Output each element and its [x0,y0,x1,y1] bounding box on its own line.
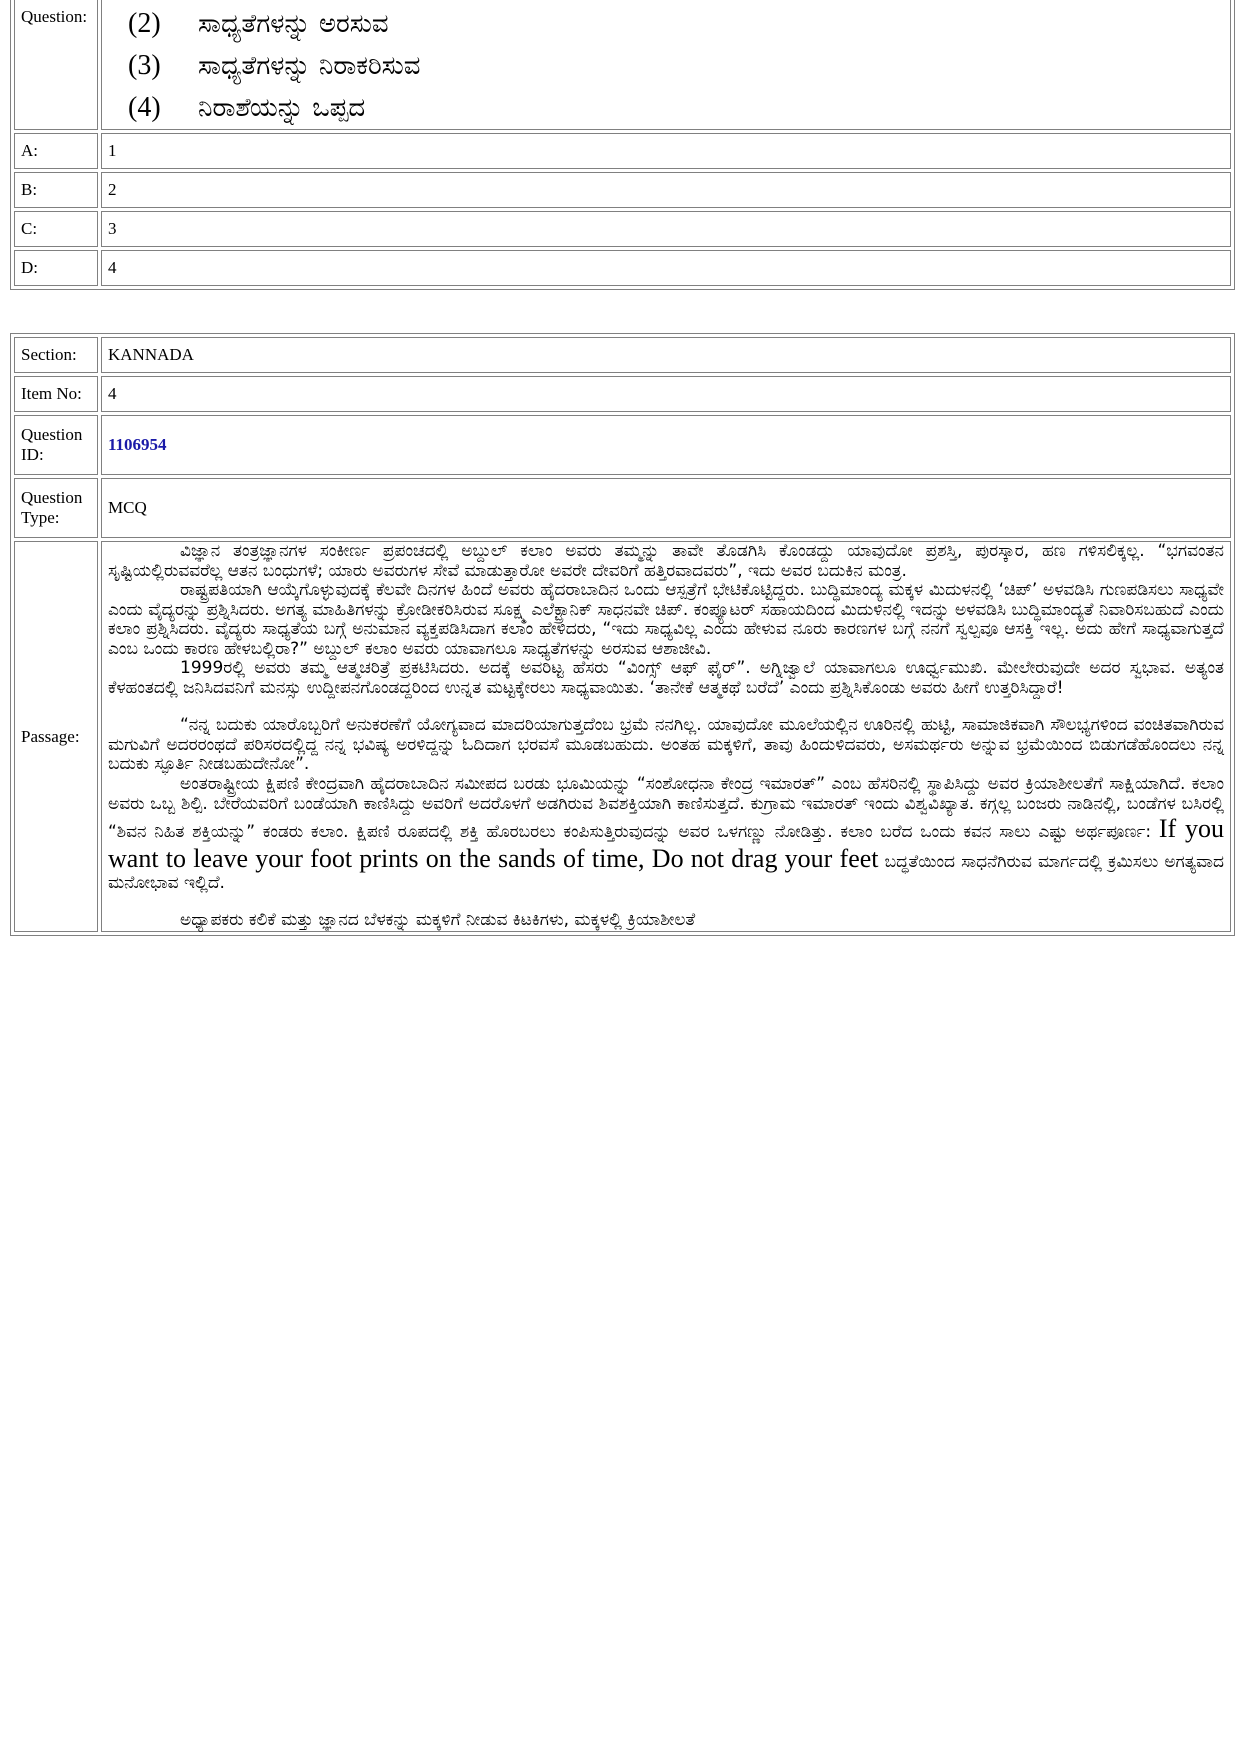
passage-paragraph-6: ಅಧ್ಯಾಪಕರು ಕಲಿಕೆ ಮತ್ತು ಜ್ಞಾನದ ಬೆಳಕನ್ನು ಮಕ್ಕಳಿಗೆ ನೀಡುವ ಕಿಟಕಿಗಳು, ಮಕ್ಕಳಲ್ಲಿ ಕ್ರಿಯಾಶೀಲತೆ [180,910,696,931]
answer-value-d: 4 [101,250,1231,286]
previous-question-table [10,0,1235,290]
question-id-label: Question ID: [14,415,98,475]
passage-paragraph-4: “ನನ್ನ ಬದುಕು ಯಾರೊಬ್ಬರಿಗೆ ಅನುಕರಣೆಗೆ ಯೋಗ್ಯವಾದ ಮಾದರಿಯಾಗುತ್ತದೆಂಬ ಭ್ರಮೆ ನನಗಿಲ್ಲ. ಯಾವುದೋ ಮೂಲೆಯಲ್ಲಿನ ಊರಿನಲ್ಲಿ ಹುಟ್ಟಿ, ಸಾಮಾಜಿಕವಾಗಿ ಸೌಲಭ್ಯಗಳಿಂದ ವಂಚಿತವಾಗಿರುವ ಮಗುವಿಗೆ ಅದರರಂಥದೆ ಪರಿಸರದಲ್ಲಿದ್ದ ನನ್ನ ಭವಿಷ್ಯ ಅರಳಿದ್ದನ್ನು ಓದಿದಾಗ ಭರವಸೆ ಮೂಡಬಹುದು. ಅಂತಹ ಮಕ್ಕಳಿಗೆ, ತಾವು ಹಿಂದುಳಿದವರು, ಅಸಮರ್ಥರು ಅನ್ನುವ ಭ್ರಮೆಯಿಂದ ಬಿಡುಗಡೆಹೊಂದಲು ನನ್ನ ಬದುಕು ಸ್ಫೂರ್ತಿ ನೀಡಬಹುದೇನೋ”. [108,715,1224,775]
answer-label-c: C: [14,211,98,247]
answer-value-b: 2 [101,172,1231,208]
item-no-value: 4 [101,376,1231,412]
answer-label-d: D: [14,250,98,286]
option-2: (2) ಸಾಧ್ಯತೆಗಳನ್ನು ಅರಸುವ [128,8,389,39]
question-id-value: 1106954 [101,415,1231,475]
option-4: (4) ನಿರಾಶೆಯನ್ನು ಒಪ್ಪದ [128,92,366,123]
passage-paragraph-1: ವಿಜ್ಞಾನ ತಂತ್ರಜ್ಞಾನಗಳ ಸಂಕೀರ್ಣ ಪ್ರಪಂಚದಲ್ಲಿ ಅಬ್ದುಲ್ ಕಲಾಂ ಅವರು ತಮ್ಮನ್ನು ತಾವೇ ತೊಡಗಿಸಿ ಕೊಂಡದ್ದು ಯಾವುದೋ ಪ್ರಶಸ್ತಿ, ಪುರಸ್ಕಾರ, ಹಣ ಗಳಿಸಲಿಕ್ಕಲ್ಲ. “ಭಗವಂತನ ಸೃಷ್ಟಿಯಲ್ಲಿರುವವರೆಲ್ಲ ಆತನ ಬಂಧುಗಳೆ; ಯಾರು ಅವರುಗಳ ಸೇವೆ ಮಾಡುತ್ತಾರೋ ಅವರೇ ದೇವರಿಗೆ ಹತ್ತಿರವಾದವರು”, ಇದು ಅವರ ಬದುಕಿನ ಮಂತ್ರ. [108,541,1224,581]
passage-text [101,541,1231,932]
question-type-label: Question Type: [14,478,98,538]
current-question-table [10,333,1235,936]
question-label: Question: [14,0,98,130]
section-value: KANNADA [101,337,1231,373]
passage-paragraph-3: 1999ರಲ್ಲಿ ಅವರು ತಮ್ಮ ಆತ್ಮಚರಿತ್ರೆ ಪ್ರಕಟಿಸಿದರು. ಅದಕ್ಕೆ ಅವರಿಟ್ಟ ಹೆಸರು “ವಿಂಗ್ಸ್ ಆಫ್ ಫೈರ್”. ಅಗ್ನಿಜ್ವಾಲೆ ಯಾವಾಗಲೂ ಊರ್ಧ್ವಮುಖಿ. ಮೇಲೇರುವುದೇ ಅದರ ಸ್ವಭಾವ. ಅತ್ಯಂತ ಕೆಳಹಂತದಲ್ಲಿ ಜನಿಸಿದವನಿಗೆ ಮನಸ್ಸು ಉದ್ದೀಪನಗೊಂಡದ್ದರಿಂದ ಉನ್ನತ ಮಟ್ಟಕ್ಕೇರಲು ಸಾಧ್ಯವಾಯಿತು. ‘ತಾನೇಕೆ ಆತ್ಮಕಥೆ ಬರೆದೆ’ ಎಂದು ಪ್ರಶ್ನಿಸಿಕೊಂಡು ಅವರು ಹೀಗೆ ಉತ್ತರಿಸಿದ್ದಾರೆ! [108,658,1224,698]
passage-paragraph-5: ಅಂತರಾಷ್ಟ್ರೀಯ ಕ್ಷಿಪಣಿ ಕೇಂದ್ರವಾಗಿ ಹೈದರಾಬಾದಿನ ಸಮೀಪದ ಬರಡು ಭೂಮಿಯನ್ನು “ಸಂಶೋಧನಾ ಕೇಂದ್ರ ಇಮಾರತ್” ಎಂಬ ಹೆಸರಿನಲ್ಲಿ ಸ್ಥಾಪಿಸಿದ್ದು ಅವರ ಕ್ರಿಯಾಶೀಲತೆಗೆ ಸಾಕ್ಷಿಯಾಗಿದೆ. ಕಲಾಂ ಅವರು ಒಬ್ಬ ಶಿಲ್ಪಿ. ಬೇರೆಯವರಿಗೆ ಬಂಡೆಯಾಗಿ ಕಾಣಿಸಿದ್ದು ಅವರಿಗೆ ಅದರೊಳಗೆ ಅಡಗಿರುವ ಶಿವಶಕ್ತಿಯಾಗಿ ಕಾಣಿಸುತ್ತದೆ. ಕುಗ್ರಾಮ ಇಮಾರತ್ ಇಂದು ವಿಶ್ವವಿಖ್ಯಾತ. ಕಗ್ಗಲ್ಲ ಬಂಜರು ನಾಡಿನಲ್ಲಿ, ಬಂಡೆಗಳ ಬಸಿರಲ್ಲಿ “ಶಿವನ ನಿಹಿತ ಶಕ್ತಿಯನ್ನು” ಕಂಡರು ಕಲಾಂ. ಕ್ಷಿಪಣಿ ರೂಪದಲ್ಲಿ ಶಕ್ತಿ ಹೊರಬರಲು ಕಂಪಿಸುತ್ತಿರುವುದನ್ನು ಅವರ ಒಳಗಣ್ಣು ನೋಡಿತ್ತು. ಕಲಾಂ ಬರೆದ ಒಂದು ಕವನ ಸಾಲು ಎಷ್ಟು ಅರ್ಥಪೂರ್ಣ: If you want to leave your foot prints on the sands of time, Do not drag your feet ಬದ್ಧತೆಯಿಂದ ಸಾಧನೆಗಿರುವ ಮಾರ್ಗದಲ್ಲಿ ಕ್ರಮಿಸಲು ಅಗತ್ಯವಾದ ಮನೋಭಾವ ಇಲ್ಲಿದೆ. [108,774,1225,893]
question-type-value: MCQ [101,478,1231,538]
passage-label: Passage: [14,541,98,932]
question-options [101,0,1231,130]
answer-value-a: 1 [101,133,1231,169]
section-label: Section: [14,337,98,373]
answer-value-c: 3 [101,211,1231,247]
item-no-label: Item No: [14,376,98,412]
option-3: (3) ಸಾಧ್ಯತೆಗಳನ್ನು ನಿರಾಕರಿಸುವ [128,50,421,81]
english-quote: If you want to leave your foot prints on the sands of time, Do not drag your feet [108,814,1224,873]
answer-label-b: B: [14,172,98,208]
answer-label-a: A: [14,133,98,169]
passage-paragraph-2: ರಾಷ್ಟ್ರಪತಿಯಾಗಿ ಆಯ್ಕೆಗೊಳ್ಳುವುದಕ್ಕೆ ಕೆಲವೇ ದಿನಗಳ ಹಿಂದೆ ಅವರು ಹೈದರಾಬಾದಿನ ಒಂದು ಆಸ್ಪತ್ರೆಗೆ ಭೇಟಿಕೊಟ್ಟಿದ್ದರು. ಬುದ್ಧಿಮಾಂದ್ಯ ಮಕ್ಕಳ ಮಿದುಳನಲ್ಲಿ ‘ಚಿಪ್’ ಅಳವಡಿಸಿ ಗುಣಪಡಿಸಲು ಸಾಧ್ಯವೇ ಎಂದು ವೈದ್ಯರನ್ನು ಪ್ರಶ್ನಿಸಿದರು. ಅಗತ್ಯ ಮಾಹಿತಿಗಳನ್ನು ಕ್ರೋಡೀಕರಿಸಿರುವ ಸೂಕ್ಷ್ಮ ಎಲೆಕ್ಟ್ರಾನಿಕ್ ಸಾಧನವೇ ಚಿಪ್. ಕಂಪ್ಯೂಟರ್ ಸಹಾಯದಿಂದ ಮಿದುಳಿನಲ್ಲಿ ಇದನ್ನು ಅಳವಡಿಸಿ ಬುದ್ಧಿಮಾಂದ್ಯತೆ ನಿವಾರಿಸಬಹುದೆ ಎಂದು ಕಲಾಂ ಪ್ರಶ್ನಿಸಿದರು. ವೈದ್ಯರು ಸಾಧ್ಯತೆಯ ಬಗ್ಗೆ ಅನುಮಾನ ವ್ಯಕ್ತಪಡಿಸಿದಾಗ ಕಲಾಂ ಹೇಳಿದರು, “ಇದು ಸಾಧ್ಯವಿಲ್ಲ ಎಂದು ಹೇಳುವ ನೂರು ಕಾರಣಗಳ ಬಗ್ಗೆ ನನಗೆ ಸ್ವಲ್ಪವೂ ಆಸಕ್ತಿ ಇಲ್ಲ. ಅದು ಹೇಗೆ ಸಾಧ್ಯವಾಗುತ್ತದೆ ಎಂಬ ಒಂದು ಕಾರಣ ಹೇಳಬಲ್ಲಿರಾ?” ಅಬ್ದುಲ್ ಕಲಾಂ ಅವರು ಯಾವಾಗಲೂ ಸಾಧ್ಯತೆಗಳನ್ನು ಅರಸುವ ಆಶಾಜೀವಿ. [108,580,1224,659]
